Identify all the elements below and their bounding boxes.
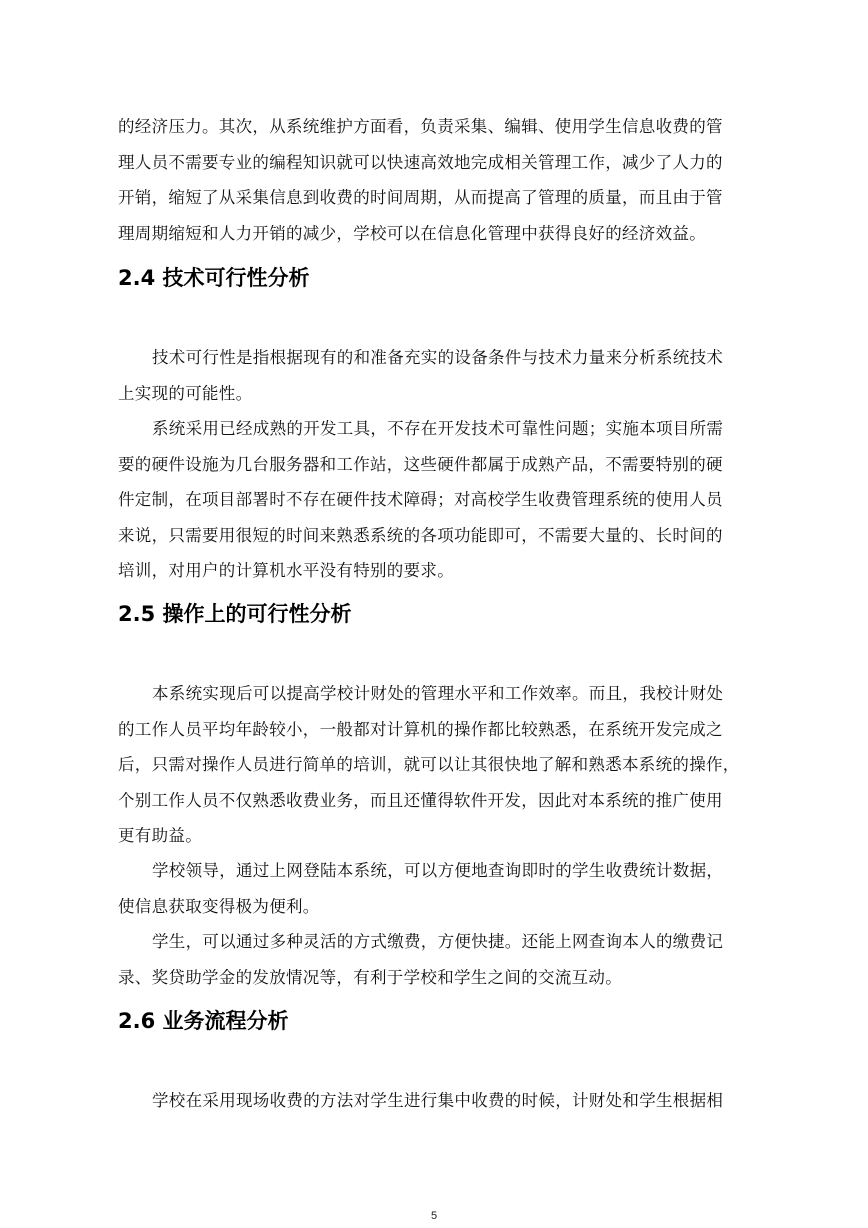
text-line: 的经济压力。其次，从系统维护方面看，负责采集、编辑、使用学生信息收费的管 <box>118 117 723 136</box>
sec25-paragraph-1 <box>118 676 748 854</box>
text-line: 系统采用已经成熟的开发工具，不存在开发技术可靠性问题；实施本项目所需 <box>152 419 724 438</box>
text-line: 理周期缩短和人力开销的减少，学校可以在信息化管理中获得良好的经济效益。 <box>118 223 706 243</box>
text-line: 录、奖贷助学金的发放情况等，有利于学校和学生之间的交流互动。 <box>118 967 622 987</box>
text-line: 使信息获取变得极为便利。 <box>118 896 320 916</box>
intro-paragraph <box>118 109 748 251</box>
text-line: 开销，缩短了从采集信息到收费的时间周期，从而提高了管理的质量，而且由于管 <box>118 188 723 207</box>
text-line: 更有助益。 <box>118 826 202 845</box>
sec26-paragraph-1 <box>118 1083 748 1119</box>
sec25-paragraph-3 <box>118 924 748 995</box>
text-line: 要的硬件设施为几台服务器和工作站，这些硬件都属于成熟产品，不需要特别的硬 <box>118 454 723 474</box>
page-number: 5 <box>430 1210 438 1222</box>
text-line: 学生，可以通过多种灵活的方式缴费，方便快捷。还能上网查询本人的缴费记 <box>152 932 724 951</box>
sec25-paragraph-2 <box>118 853 748 924</box>
text-line: 后，只需对操作人员进行简单的培训，就可以让其很快地了解和熟悉本系统的操作， <box>118 755 740 774</box>
text-line: 件定制，在项目部署时不存在硬件技术障碍；对高校学生收费管理系统的使用人员 <box>118 490 723 509</box>
sec24-paragraph-1 <box>118 340 748 411</box>
text-line: 上实现的可能性。 <box>118 383 253 403</box>
text-line: 的工作人员平均年龄较小，一般都对计算机的操作都比较熟悉，在系统开发完成之 <box>118 719 723 739</box>
text-line: 学校领导，通过上网登陆本系统，可以方便地查询即时的学生收费统计数据， <box>152 861 724 880</box>
text-line: 培训，对用户的计算机水平没有特别的要求。 <box>118 561 454 580</box>
text-line: 理人员不需要专业的编程知识就可以快速高效地完成相关管理工作，减少了人力的 <box>118 152 723 172</box>
section-heading-2-5: 2.5 操作上的可行性分析 <box>118 602 352 626</box>
text-line: 技术可行性是指根据现有的和准备充实的设备条件与技术力量来分析系统技术 <box>152 348 724 367</box>
section-heading-2-4: 2.4 技术可行性分析 <box>118 266 310 290</box>
section-heading-2-6: 2.6 业务流程分析 <box>118 1009 289 1033</box>
text-line: 个别工作人员不仅熟悉收费业务，而且还懂得软件开发，因此对本系统的推广使用 <box>118 790 723 810</box>
text-line: 本系统实现后可以提高学校计财处的管理水平和工作效率。而且，我校计财处 <box>152 684 724 703</box>
sec24-paragraph-2 <box>118 411 748 589</box>
text-line: 学校在采用现场收费的方法对学生进行集中收费的时候，计财处和学生根据相 <box>152 1091 724 1110</box>
text-line: 来说，只需要用很短的时间来熟悉系统的各项功能即可，不需要大量的、长时间的 <box>118 525 723 545</box>
